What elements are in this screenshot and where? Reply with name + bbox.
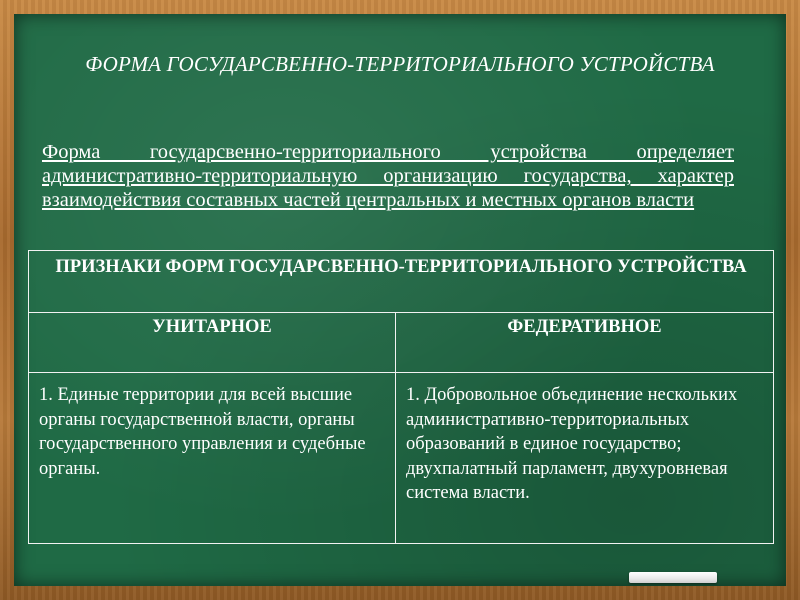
table-heading-row [29,251,774,313]
table-heading: ПРИЗНАКИ ФОРМ ГОСУДАРСВЕННО-ТЕРРИТОРИАЛЬНОГО УСТРОЙСТВА [29,251,774,313]
features-table [28,250,774,544]
chalk-piece [629,572,717,583]
chalkboard [14,14,786,586]
slide-title: ФОРМА ГОСУДАРСВЕННО-ТЕРРИТОРИАЛЬНОГО УСТРОЙСТВА [85,52,715,76]
cell-unitary-feature: 1. Единые территории для всей высшие органы государственной власти, органы государственного управления и судебные органы. [29,373,396,544]
table-header-row [29,313,774,373]
column-header-unitary: УНИТАРНОЕ [29,313,396,373]
definition-text: Форма государсвенно-территориального устройства определяет административно-территориальную организацию государства, характер взаимодействия составных частей центральных и местных органов власти [42,141,734,211]
cell-federative-feature: 1. Добровольное объединение нескольких административно-территориальных образований в единое государство; двухпалатный парламент, двухуровневая система власти. [396,373,774,544]
table-row [29,373,774,544]
column-header-federative: ФЕДЕРАТИВНОЕ [396,313,774,373]
